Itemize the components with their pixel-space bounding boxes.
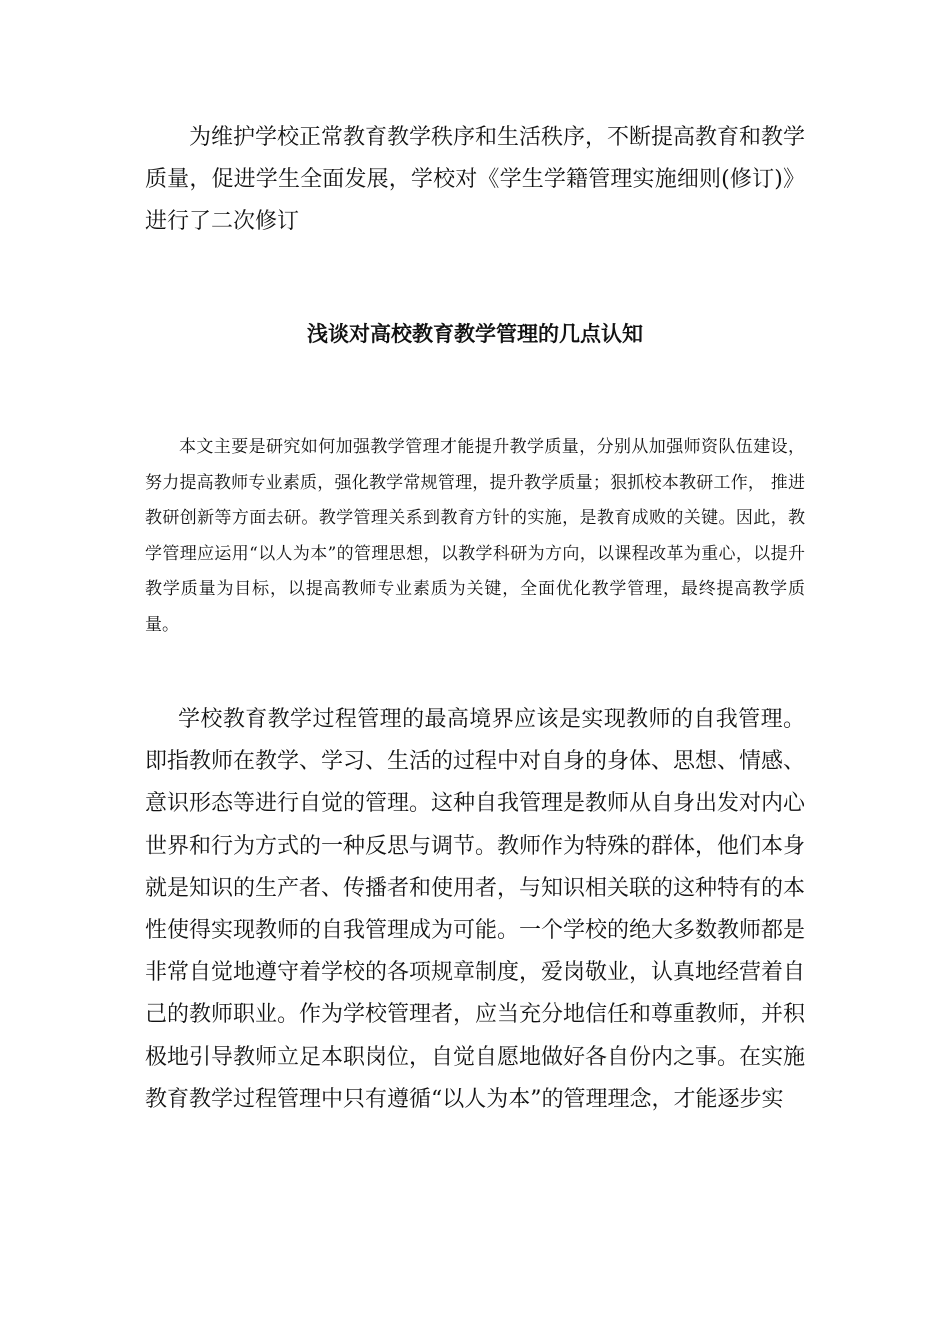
abstract-paragraph: 本文主要是研究如何加强教学管理才能提升教学质量，分别从加强师资队伍建设，努力提高教师专业素质，强化教学常规管理，提升教学质量；狠抓校本教研工作， 推进教研创新等方面去研。教学管理关系到教育方针的实施，是教育成败的关键。因此，教学管理应运用“以人为本”的管理思想，以教学科研为方向，以课程改革为重心，以提升教学质量为目标，以提高教师专业素质为关键，全面优化教学管理，最终提高教学质量。 xyxy=(145,437,805,635)
article-title: 浅谈对高校教育教学管理的几点认知 xyxy=(307,321,643,346)
intro-paragraph: 为维护学校正常教育教学秩序和生活秩序，不断提高教育和教学质量，促进学生全面发展，学校对《学生学籍管理实施细则(修订)》进行了二次修订 xyxy=(145,125,806,234)
body-paragraph: 学校教育教学过程管理的最高境界应该是实现教师的自我管理。即指教师在教学、学习、生活的过程中对自身的身体、思想、情感、意识形态等进行自觉的管理。这种自我管理是教师从自身出发对内心世界和行为方式的一种反思与调节。教师作为特殊的群体，他们本身就是知识的生产者、传播者和使用者，与知识相关联的这种特有的本性使得实现教师的自我管理成为可能。一个学校的绝大多数教师都是非常自觉地遵守着学校的各项规章制度，爱岗敬业，认真地经营着自己的教师职业。作为学校管理者，应当充分地信任和尊重教师，并积极地引导教师立足本职岗位，自觉自愿地做好各自份内之事。在实施教育教学过程管理中只有遵循“以人为本”的管理理念，才能逐步实 xyxy=(145,707,806,1112)
